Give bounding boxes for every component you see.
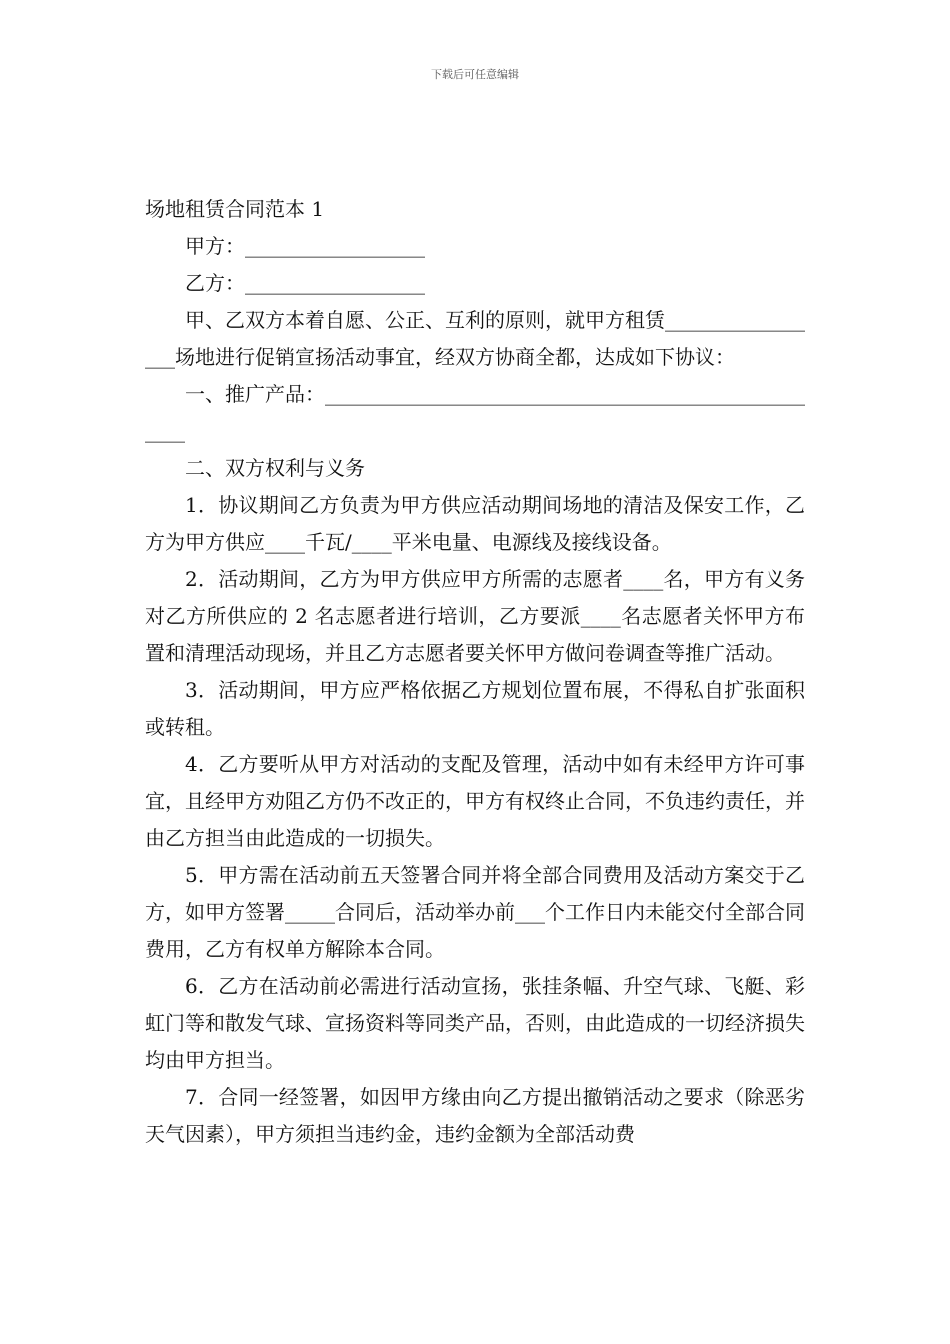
page-header-note: 下载后可任意编辑	[431, 68, 519, 81]
intro-paragraph: 甲、乙双方本着自愿、公正、互利的原则，就甲方租赁_________________场地进行促销宣扬活动事宜，经双方协商全都，达成如下协议：	[145, 308, 805, 369]
clause-1: 1．协议期间乙方负责为甲方供应活动期间场地的清洁及保安工作，乙方为甲方供应____千瓦/____平米电量、电源线及接线设备。	[145, 493, 805, 554]
clause-3: 3．活动期间，甲方应严格依据乙方规划位置布展，不得私自扩张面积或转租。	[145, 678, 805, 739]
section-1-promoted-product: 一、推广产品：____________________________________________________	[145, 382, 805, 443]
party-a-line: 甲方：__________________	[185, 234, 425, 258]
clause-6: 6．乙方在活动前必需进行活动宣扬，张挂条幅、升空气球、飞艇、彩虹门等和散发气球、宣扬资料等同类产品，否则，由此造成的一切经济损失均由甲方担当。	[145, 974, 805, 1072]
clause-2: 2．活动期间，乙方为甲方供应甲方所需的志愿者____名，甲方有义务对乙方所供应的 2 名志愿者进行培训，乙方要派____名志愿者关怀甲方布置和清理活动现场，并且乙方志愿者要关怀甲方做问卷调查等推广活动。	[145, 567, 805, 665]
contract-document	[145, 191, 805, 1153]
section-2-heading: 二、双方权利与义务	[185, 456, 365, 480]
party-b-line: 乙方：__________________	[185, 271, 425, 295]
clause-7: 7．合同一经签署，如因甲方缘由向乙方提出撤销活动之要求（除恶劣天气因素），甲方须担当违约金，违约金额为全部活动费	[145, 1085, 805, 1146]
document-title: 场地租赁合同范本 1	[145, 197, 325, 221]
clause-5: 5．甲方需在活动前五天签署合同并将全部合同费用及活动方案交于乙方，如甲方签署_____合同后，活动举办前___个工作日内未能交付全部合同费用，乙方有权单方解除本合同。	[145, 863, 805, 961]
clause-4: 4．乙方要听从甲方对活动的支配及管理，活动中如有未经甲方许可事宜，且经甲方劝阻乙方仍不改正的，甲方有权终止合同，不负违约责任，并由乙方担当由此造成的一切损失。	[145, 752, 805, 850]
